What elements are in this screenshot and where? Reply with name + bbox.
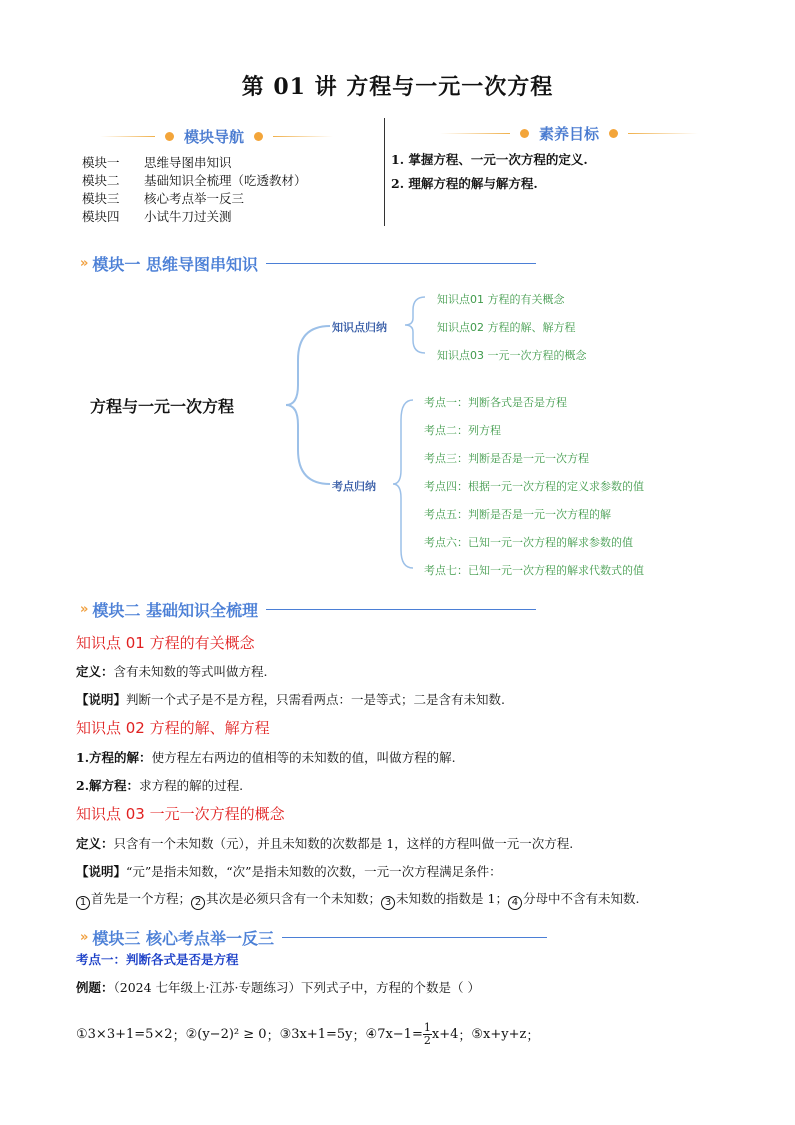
section-title: 模块三 核心考点举一反三 bbox=[92, 929, 274, 948]
page-title: 第 01 讲 方程与一元一次方程 bbox=[241, 74, 554, 100]
separator: ； bbox=[172, 1029, 186, 1044]
item-number: ② bbox=[185, 1027, 198, 1042]
goal-item: 1. 掌握方程、一元一次方程的定义. bbox=[391, 152, 588, 167]
mindmap-root: 方程与一元一次方程 bbox=[90, 397, 235, 416]
example-line bbox=[76, 978, 480, 996]
goal-item: 2. 理解方程的解与解方程. bbox=[391, 176, 538, 191]
goals-label: 素养目标 bbox=[539, 125, 600, 143]
double-chevron-icon: » bbox=[80, 256, 89, 271]
kp3-conditions bbox=[76, 889, 639, 910]
label: 【说明】 bbox=[76, 692, 127, 707]
knowledge-point-title: 知识点 01 方程的有关概念 bbox=[76, 634, 255, 652]
section-title: 模块一 思维导图串知识 bbox=[92, 255, 258, 274]
label: 定义： bbox=[76, 664, 114, 679]
label: 定义： bbox=[76, 836, 114, 851]
condition: 其次是必须只含有一个未知数； bbox=[206, 891, 382, 906]
text: 使方程左右两边的值相等的未知数的值，叫做方程的解. bbox=[151, 750, 456, 765]
numerator: 1 bbox=[423, 1021, 431, 1034]
mindmap-leaf: 考点五：判断是否是一元一次方程的解 bbox=[424, 508, 611, 521]
fraction bbox=[423, 1022, 432, 1047]
divider bbox=[266, 609, 536, 610]
equation: 3x+1=5y bbox=[291, 1027, 353, 1042]
mindmap-leaf: 考点一：判断各式是否是方程 bbox=[424, 396, 567, 409]
module-value: 基础知识全梳理（吃透教材） bbox=[144, 173, 307, 188]
module-key: 模块一 bbox=[82, 155, 120, 170]
root-bracket bbox=[286, 326, 330, 484]
branch1-bracket bbox=[405, 297, 425, 353]
text: （2024 七年级上·江苏·专题练习）下列式子中，方程的个数是（ ） bbox=[113, 980, 480, 995]
circled-number: 2 bbox=[191, 896, 205, 910]
kp1-note bbox=[76, 690, 505, 708]
item-number: ③ bbox=[279, 1027, 292, 1042]
text: “元”是指未知数，“次”是指未知数的次数，一元一次方程满足条件： bbox=[126, 864, 502, 879]
mindmap-leaf: 考点六：已知一元一次方程的解求参数的值 bbox=[424, 536, 633, 549]
section-header-core bbox=[80, 926, 547, 949]
mindmap-leaf: 考点二：列方程 bbox=[424, 424, 501, 437]
equation: 3×3+1=5×2 bbox=[87, 1027, 173, 1042]
branch2-bracket bbox=[393, 400, 413, 568]
section-header-basics bbox=[80, 598, 536, 621]
mindmap-leaf: 考点三：判断是否是一元一次方程 bbox=[424, 452, 589, 465]
module-value: 小试牛刀过关测 bbox=[144, 209, 232, 224]
separator: ； bbox=[352, 1029, 366, 1044]
module-key: 模块四 bbox=[82, 209, 120, 224]
item-number: ⑤ bbox=[471, 1027, 484, 1042]
mindmap-leaf: 知识点02 方程的解、解方程 bbox=[437, 321, 576, 334]
label: 1.方程的解： bbox=[76, 750, 152, 765]
text: 含有未知数的等式叫做方程. bbox=[113, 664, 268, 679]
mindmap-leaf: 考点七：已知一元一次方程的解求代数式的值 bbox=[424, 564, 644, 577]
label: 【说明】 bbox=[76, 864, 127, 879]
mindmap-leaf: 考点四：根据一元一次方程的定义求参数的值 bbox=[424, 480, 644, 493]
item-number: ④ bbox=[365, 1027, 378, 1042]
separator: ； bbox=[526, 1029, 540, 1044]
label: 例题： bbox=[76, 980, 114, 995]
separator: ； bbox=[266, 1029, 280, 1044]
mindmap-branch-knowledge: 知识点归纳 bbox=[332, 321, 387, 334]
circled-number: 4 bbox=[508, 896, 522, 910]
kp1-definition bbox=[76, 662, 268, 680]
exam-point-title: 考点一：判断各式是否是方程 bbox=[76, 952, 239, 967]
equation-list bbox=[76, 1022, 539, 1047]
condition: 未知数的指数是 1； bbox=[396, 891, 508, 906]
condition: 分母中不含有未知数. bbox=[522, 891, 640, 906]
text: 只含有一个未知数（元），并且未知数的次数都是 1，这样的方程叫做一元一次方程. bbox=[113, 836, 574, 851]
item-number: ① bbox=[76, 1027, 88, 1042]
module-value: 核心考点举一反三 bbox=[144, 191, 245, 206]
module-value: 思维导图串知识 bbox=[144, 155, 232, 170]
module-key: 模块三 bbox=[82, 191, 120, 206]
equation: x+y+z bbox=[483, 1027, 527, 1042]
mindmap-leaf: 知识点01 方程的有关概念 bbox=[437, 293, 565, 306]
text: 求方程的解的过程. bbox=[139, 778, 244, 793]
circled-number: 3 bbox=[381, 896, 395, 910]
kp2-line2 bbox=[76, 776, 243, 794]
divider bbox=[282, 937, 547, 938]
condition: 首先是一个方程； bbox=[91, 891, 192, 906]
mindmap-leaf: 知识点03 一元一次方程的概念 bbox=[437, 349, 587, 362]
module-key: 模块二 bbox=[82, 173, 120, 188]
denominator: 2 bbox=[423, 1034, 431, 1047]
module-nav-label: 模块导航 bbox=[184, 128, 245, 146]
equation: (y−2)² ≥ 0 bbox=[197, 1027, 267, 1042]
mindmap-branch-exam: 考点归纳 bbox=[332, 480, 376, 493]
kp2-line1 bbox=[76, 748, 456, 766]
knowledge-point-title: 知识点 03 一元一次方程的概念 bbox=[76, 805, 285, 823]
text: 判断一个式子是不是方程，只需看两点：一是等式；二是含有未知数. bbox=[126, 692, 505, 707]
separator: ； bbox=[458, 1029, 472, 1044]
equation-a: 7x−1= bbox=[377, 1027, 423, 1042]
equation-b: x+4 bbox=[431, 1027, 459, 1042]
section-title: 模块二 基础知识全梳理 bbox=[92, 601, 258, 620]
knowledge-point-title: 知识点 02 方程的解、解方程 bbox=[76, 719, 270, 737]
kp3-definition bbox=[76, 834, 573, 852]
kp3-note bbox=[76, 862, 502, 880]
circled-number: 1 bbox=[76, 896, 90, 910]
double-chevron-icon: » bbox=[80, 602, 89, 617]
label: 2.解方程： bbox=[76, 778, 140, 793]
double-chevron-icon: » bbox=[80, 930, 89, 945]
